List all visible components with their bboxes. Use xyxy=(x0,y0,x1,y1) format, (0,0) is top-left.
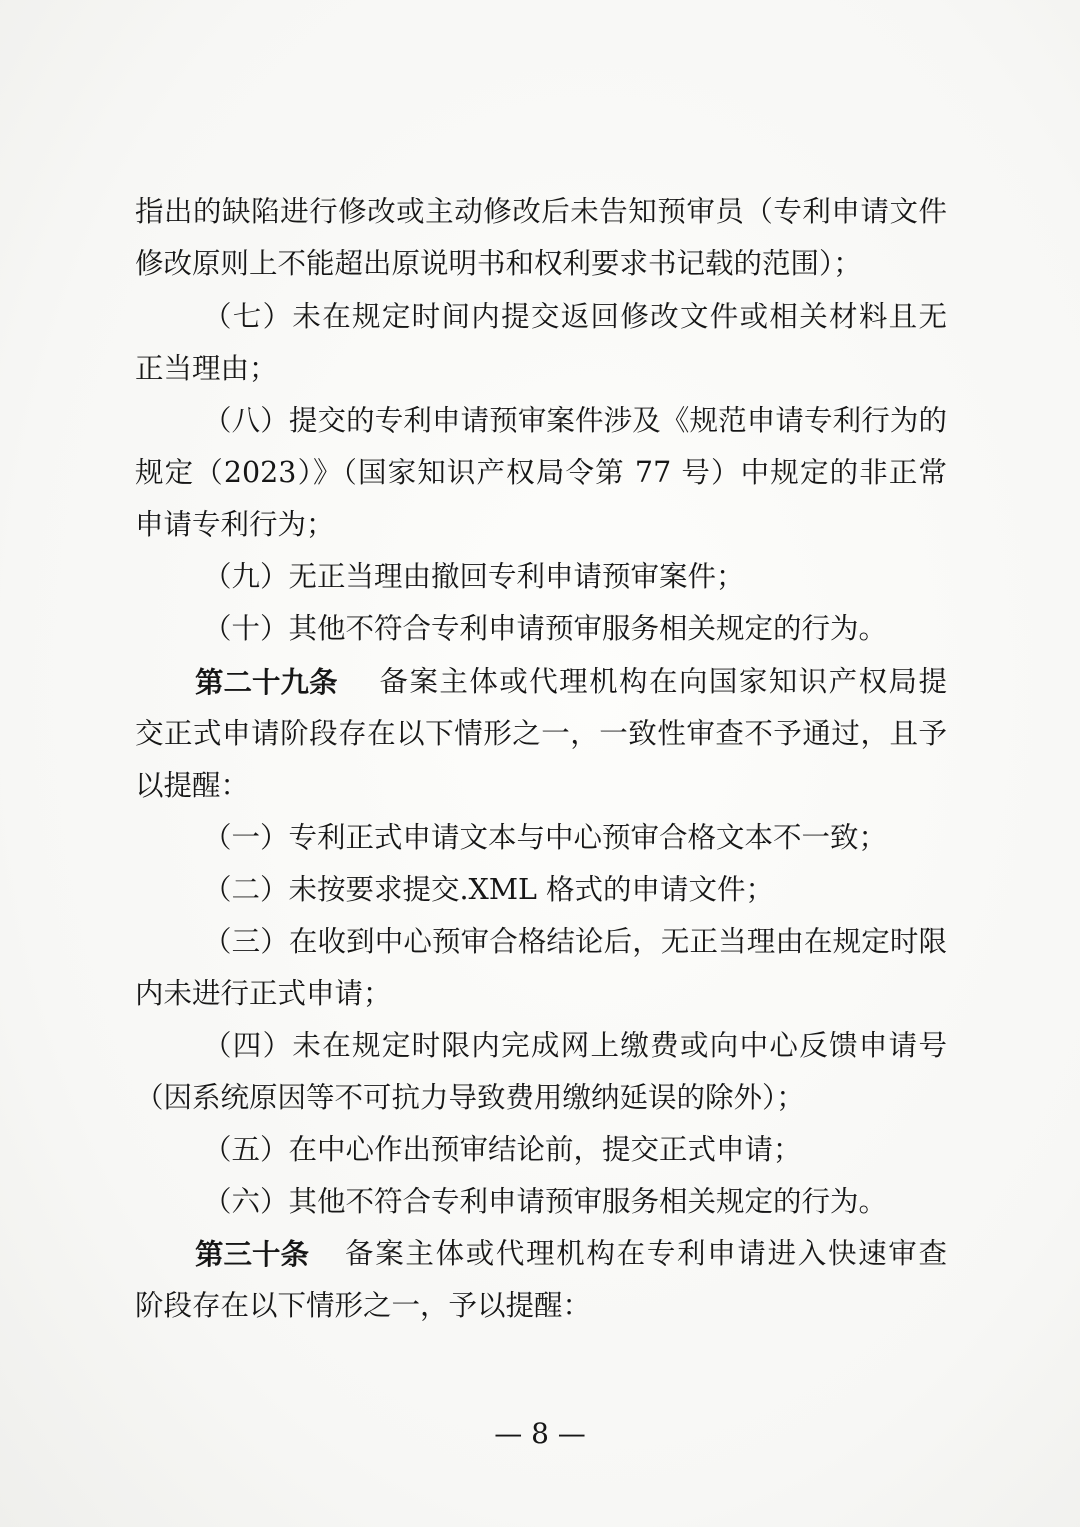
article-30-text: 备案主体或代理机构在专利申请进入快速审查 xyxy=(345,1237,947,1270)
item-7-line-1: （七）未在规定时间内提交返回修改文件或相关材料且无 xyxy=(203,300,947,333)
article-30-gap xyxy=(309,1234,345,1274)
article-29-item-5: （五）在中心作出预审结论前，提交正式申请； xyxy=(203,1133,802,1166)
article-29-item-6: （六）其他不符合专利申请预审服务相关规定的行为。 xyxy=(203,1185,888,1218)
article-29-item-3-line-2: 内未进行正式申请； xyxy=(135,977,392,1010)
item-7-line-2: 正当理由； xyxy=(135,352,278,385)
article-29-item-4-line-2: （因系统原因等不可抗力导致费用缴纳延误的除外）； xyxy=(135,1081,805,1114)
item-8-line-3: 申请专利行为； xyxy=(135,508,335,541)
item-8-line-2: 规定（2023）》（国家知识产权局令第 77 号）中规定的非正常 xyxy=(135,456,947,489)
article-29-gap xyxy=(338,662,380,702)
article-29-line-3: 以提醒： xyxy=(135,769,250,802)
item-10: （十）其他不符合专利申请预审服务相关规定的行为。 xyxy=(203,612,888,645)
item-9: （九）无正当理由撤回专利申请预审案件； xyxy=(203,560,745,593)
article-30-line-2: 阶段存在以下情形之一，予以提醒： xyxy=(135,1289,592,1322)
article-30-heading: 第三十条 xyxy=(195,1237,310,1271)
text-line-1: 指出的缺陷进行修改或主动修改后未告知预审员（专利申请文件 xyxy=(135,195,947,228)
item-8-line-1: （八）提交的专利申请预审案件涉及《规范申请专利行为的 xyxy=(203,404,947,437)
article-29-item-3-line-1: （三）在收到中心预审合格结论后，无正当理由在规定时限 xyxy=(203,925,947,958)
text-line-2: 修改原则上不能超出原说明书和权利要求书记载的范围）； xyxy=(135,247,862,280)
article-29-text: 备案主体或代理机构在向国家知识产权局提 xyxy=(379,665,947,698)
article-30-line-1 xyxy=(195,1234,947,1274)
article-29-line-1 xyxy=(195,662,947,702)
article-29-item-2: （二）未按要求提交.XML 格式的申请文件； xyxy=(203,873,775,906)
article-29-line-2: 交正式申请阶段存在以下情形之一，一致性审查不予通过，且予 xyxy=(135,717,947,750)
article-29-item-1: （一）专利正式申请文本与中心预审合格文本不一致； xyxy=(203,821,888,854)
article-29-item-4-line-1: （四）未在规定时限内完成网上缴费或向中心反馈申请号 xyxy=(203,1029,947,1062)
page-number: — 8 — xyxy=(494,1417,586,1450)
article-29-heading: 第二十九条 xyxy=(195,665,338,699)
